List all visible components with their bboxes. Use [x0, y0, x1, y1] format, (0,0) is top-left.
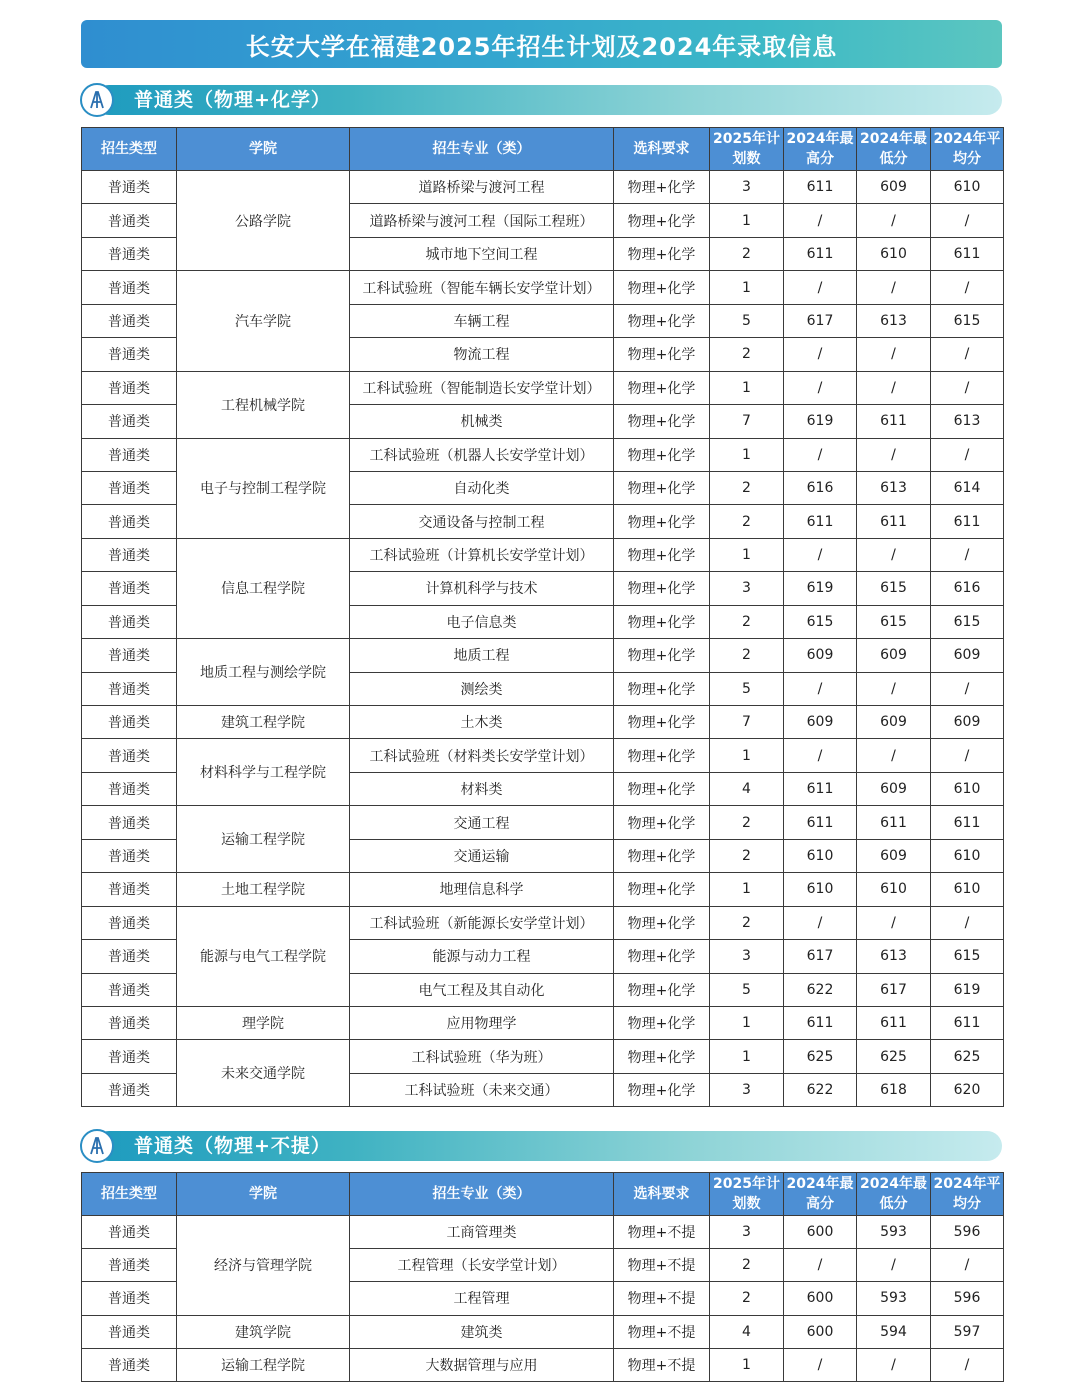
- table-row: [82, 538, 1004, 571]
- cell-major: 机械类: [350, 405, 614, 438]
- cell-college: 地质工程与测绘学院: [177, 639, 350, 706]
- cell-type: 普通类: [82, 940, 177, 973]
- cell-plan: 1: [710, 538, 784, 571]
- cell-plan: 2: [710, 906, 784, 939]
- cell-type: 普通类: [82, 1073, 177, 1106]
- cell-major: 工商管理类: [350, 1216, 614, 1249]
- cell-major: 城市地下空间工程: [350, 237, 614, 270]
- cell-plan: 7: [710, 405, 784, 438]
- cell-min: /: [857, 338, 931, 371]
- cell-type: 普通类: [82, 1348, 177, 1381]
- cell-requirement: 物理+化学: [614, 304, 710, 337]
- cell-major: 工科试验班（华为班）: [350, 1040, 614, 1073]
- cell-avg: 609: [931, 639, 1004, 672]
- cell-avg: /: [931, 371, 1004, 404]
- cell-min: 611: [857, 405, 931, 438]
- cell-type: 普通类: [82, 672, 177, 705]
- section-header-physics-any: [80, 1129, 1002, 1163]
- cell-plan: 4: [710, 772, 784, 805]
- cell-type: 普通类: [82, 204, 177, 237]
- cell-avg: 625: [931, 1040, 1004, 1073]
- cell-college: 信息工程学院: [177, 538, 350, 638]
- cell-avg: 611: [931, 505, 1004, 538]
- cell-avg: /: [931, 438, 1004, 471]
- cell-type: 普通类: [82, 873, 177, 906]
- table-row: [82, 1006, 1004, 1039]
- cell-major: 工程管理（长安学堂计划）: [350, 1249, 614, 1282]
- cell-min: 611: [857, 505, 931, 538]
- cell-plan: 2: [710, 505, 784, 538]
- cell-type: 普通类: [82, 739, 177, 772]
- cell-college: 公路学院: [177, 171, 350, 271]
- cell-max: 600: [784, 1315, 857, 1348]
- section-header-physics-chemistry: [80, 83, 1002, 117]
- table-row: [82, 639, 1004, 672]
- cell-avg: 610: [931, 839, 1004, 872]
- cell-college: 能源与电气工程学院: [177, 906, 350, 1006]
- cell-max: /: [784, 271, 857, 304]
- cell-min: 609: [857, 706, 931, 739]
- cell-plan: 1: [710, 371, 784, 404]
- cell-avg: 596: [931, 1282, 1004, 1315]
- cell-plan: 2: [710, 639, 784, 672]
- university-logo-icon: [80, 83, 114, 117]
- cell-min: 625: [857, 1040, 931, 1073]
- header-min: 2024年最低分: [857, 128, 931, 171]
- header-requirement: 选科要求: [614, 128, 710, 171]
- cell-requirement: 物理+不提: [614, 1282, 710, 1315]
- cell-min: 611: [857, 806, 931, 839]
- cell-min: 609: [857, 639, 931, 672]
- cell-avg: /: [931, 338, 1004, 371]
- cell-type: 普通类: [82, 605, 177, 638]
- cell-plan: 2: [710, 839, 784, 872]
- cell-max: /: [784, 1348, 857, 1381]
- cell-college: 电子与控制工程学院: [177, 438, 350, 538]
- cell-college: 材料科学与工程学院: [177, 739, 350, 806]
- cell-max: 610: [784, 839, 857, 872]
- cell-college: 土地工程学院: [177, 873, 350, 906]
- cell-requirement: 物理+化学: [614, 973, 710, 1006]
- cell-type: 普通类: [82, 338, 177, 371]
- cell-requirement: 物理+化学: [614, 1006, 710, 1039]
- cell-type: 普通类: [82, 304, 177, 337]
- cell-plan: 2: [710, 1282, 784, 1315]
- table-row: [82, 706, 1004, 739]
- cell-plan: 1: [710, 1348, 784, 1381]
- cell-min: 610: [857, 237, 931, 270]
- cell-avg: 596: [931, 1216, 1004, 1249]
- header-requirement: 选科要求: [614, 1173, 710, 1216]
- cell-max: 617: [784, 940, 857, 973]
- cell-min: 615: [857, 605, 931, 638]
- cell-major: 计算机科学与技术: [350, 572, 614, 605]
- cell-plan: 1: [710, 1006, 784, 1039]
- cell-max: /: [784, 371, 857, 404]
- cell-plan: 3: [710, 572, 784, 605]
- cell-avg: 611: [931, 1006, 1004, 1039]
- cell-college: 工程机械学院: [177, 371, 350, 438]
- header-plan: 2025年计划数: [710, 128, 784, 171]
- cell-major: 交通工程: [350, 806, 614, 839]
- header-avg: 2024年平均分: [931, 128, 1004, 171]
- cell-major: 工科试验班（智能车辆长安学堂计划）: [350, 271, 614, 304]
- cell-max: 600: [784, 1216, 857, 1249]
- cell-min: 615: [857, 572, 931, 605]
- section-title: 普通类（物理+化学）: [134, 89, 331, 111]
- cell-type: 普通类: [82, 572, 177, 605]
- cell-requirement: 物理+不提: [614, 1216, 710, 1249]
- table-row: [82, 739, 1004, 772]
- table-row: [82, 1348, 1004, 1381]
- cell-max: 611: [784, 806, 857, 839]
- cell-plan: 2: [710, 806, 784, 839]
- cell-type: 普通类: [82, 639, 177, 672]
- cell-major: 工科试验班（计算机长安学堂计划）: [350, 538, 614, 571]
- cell-min: /: [857, 906, 931, 939]
- cell-plan: 1: [710, 873, 784, 906]
- cell-min: 611: [857, 1006, 931, 1039]
- cell-avg: /: [931, 271, 1004, 304]
- cell-type: 普通类: [82, 371, 177, 404]
- cell-plan: 2: [710, 237, 784, 270]
- cell-type: 普通类: [82, 237, 177, 270]
- cell-type: 普通类: [82, 405, 177, 438]
- cell-max: 609: [784, 639, 857, 672]
- cell-avg: 610: [931, 873, 1004, 906]
- cell-avg: /: [931, 672, 1004, 705]
- cell-max: 622: [784, 973, 857, 1006]
- cell-max: 610: [784, 873, 857, 906]
- cell-major: 道路桥梁与渡河工程（国际工程班）: [350, 204, 614, 237]
- header-college: 学院: [177, 128, 350, 171]
- cell-avg: 620: [931, 1073, 1004, 1106]
- cell-max: 619: [784, 572, 857, 605]
- cell-type: 普通类: [82, 538, 177, 571]
- cell-requirement: 物理+化学: [614, 405, 710, 438]
- cell-min: /: [857, 672, 931, 705]
- cell-requirement: 物理+化学: [614, 873, 710, 906]
- cell-min: /: [857, 438, 931, 471]
- cell-min: /: [857, 739, 931, 772]
- cell-type: 普通类: [82, 839, 177, 872]
- cell-type: 普通类: [82, 1249, 177, 1282]
- cell-major: 工科试验班（新能源长安学堂计划）: [350, 906, 614, 939]
- cell-max: 611: [784, 772, 857, 805]
- cell-type: 普通类: [82, 171, 177, 204]
- cell-avg: 615: [931, 304, 1004, 337]
- page-title-banner: [81, 20, 1002, 68]
- cell-plan: 7: [710, 706, 784, 739]
- cell-requirement: 物理+化学: [614, 471, 710, 504]
- header-min: 2024年最低分: [857, 1173, 931, 1216]
- cell-requirement: 物理+化学: [614, 672, 710, 705]
- cell-min: 613: [857, 940, 931, 973]
- cell-max: /: [784, 538, 857, 571]
- cell-type: 普通类: [82, 271, 177, 304]
- cell-min: 593: [857, 1282, 931, 1315]
- table-row: [82, 271, 1004, 304]
- cell-max: /: [784, 906, 857, 939]
- table-row: [82, 1315, 1004, 1348]
- cell-min: 613: [857, 471, 931, 504]
- header-major: 招生专业（类）: [350, 1173, 614, 1216]
- cell-requirement: 物理+化学: [614, 1040, 710, 1073]
- cell-plan: 2: [710, 1249, 784, 1282]
- page-title: 长安大学在福建2025年招生计划及2024年录取信息: [245, 32, 838, 61]
- cell-avg: /: [931, 1348, 1004, 1381]
- admission-table-physics-any: [81, 1172, 1004, 1382]
- cell-major: 地质工程: [350, 639, 614, 672]
- cell-max: /: [784, 1249, 857, 1282]
- cell-min: /: [857, 1249, 931, 1282]
- cell-min: 617: [857, 973, 931, 1006]
- cell-college: 未来交通学院: [177, 1040, 350, 1107]
- cell-min: 610: [857, 873, 931, 906]
- cell-plan: 3: [710, 1216, 784, 1249]
- cell-plan: 3: [710, 940, 784, 973]
- cell-max: /: [784, 204, 857, 237]
- cell-avg: /: [931, 1249, 1004, 1282]
- cell-requirement: 物理+化学: [614, 572, 710, 605]
- cell-plan: 1: [710, 271, 784, 304]
- cell-min: /: [857, 371, 931, 404]
- cell-avg: /: [931, 739, 1004, 772]
- cell-type: 普通类: [82, 706, 177, 739]
- cell-major: 材料类: [350, 772, 614, 805]
- cell-requirement: 物理+化学: [614, 438, 710, 471]
- cell-requirement: 物理+化学: [614, 906, 710, 939]
- cell-college: 建筑学院: [177, 1315, 350, 1348]
- cell-major: 物流工程: [350, 338, 614, 371]
- cell-major: 自动化类: [350, 471, 614, 504]
- cell-requirement: 物理+化学: [614, 639, 710, 672]
- cell-max: 600: [784, 1282, 857, 1315]
- table-row: [82, 371, 1004, 404]
- table-row: [82, 906, 1004, 939]
- cell-avg: 609: [931, 706, 1004, 739]
- cell-college: 理学院: [177, 1006, 350, 1039]
- cell-avg: 610: [931, 171, 1004, 204]
- cell-avg: 597: [931, 1315, 1004, 1348]
- cell-plan: 3: [710, 171, 784, 204]
- header-max: 2024年最高分: [784, 1173, 857, 1216]
- cell-requirement: 物理+化学: [614, 706, 710, 739]
- cell-plan: 1: [710, 438, 784, 471]
- cell-type: 普通类: [82, 1216, 177, 1249]
- cell-requirement: 物理+化学: [614, 204, 710, 237]
- table-header-row: [82, 1173, 1004, 1216]
- cell-max: /: [784, 438, 857, 471]
- table-row: [82, 438, 1004, 471]
- cell-max: 617: [784, 304, 857, 337]
- cell-plan: 3: [710, 1073, 784, 1106]
- cell-type: 普通类: [82, 906, 177, 939]
- admission-table-physics-chemistry: [81, 127, 1004, 1107]
- cell-plan: 2: [710, 605, 784, 638]
- cell-major: 土木类: [350, 706, 614, 739]
- cell-avg: 619: [931, 973, 1004, 1006]
- cell-plan: 5: [710, 304, 784, 337]
- header-major: 招生专业（类）: [350, 128, 614, 171]
- cell-max: 611: [784, 505, 857, 538]
- cell-avg: /: [931, 204, 1004, 237]
- cell-plan: 4: [710, 1315, 784, 1348]
- cell-plan: 1: [710, 204, 784, 237]
- cell-plan: 1: [710, 1040, 784, 1073]
- cell-max: 611: [784, 171, 857, 204]
- cell-college: 经济与管理学院: [177, 1216, 350, 1316]
- cell-major: 建筑类: [350, 1315, 614, 1348]
- cell-major: 工科试验班（材料类长安学堂计划）: [350, 739, 614, 772]
- cell-requirement: 物理+化学: [614, 371, 710, 404]
- cell-min: 609: [857, 839, 931, 872]
- cell-requirement: 物理+化学: [614, 505, 710, 538]
- cell-major: 地理信息科学: [350, 873, 614, 906]
- cell-avg: 615: [931, 605, 1004, 638]
- cell-min: 593: [857, 1216, 931, 1249]
- cell-max: 615: [784, 605, 857, 638]
- cell-requirement: 物理+化学: [614, 772, 710, 805]
- cell-type: 普通类: [82, 806, 177, 839]
- cell-min: /: [857, 1348, 931, 1381]
- cell-type: 普通类: [82, 1315, 177, 1348]
- cell-avg: /: [931, 538, 1004, 571]
- cell-max: 619: [784, 405, 857, 438]
- header-plan: 2025年计划数: [710, 1173, 784, 1216]
- cell-type: 普通类: [82, 438, 177, 471]
- header-max: 2024年最高分: [784, 128, 857, 171]
- table-row: [82, 806, 1004, 839]
- cell-requirement: 物理+不提: [614, 1249, 710, 1282]
- cell-min: /: [857, 271, 931, 304]
- cell-type: 普通类: [82, 1006, 177, 1039]
- cell-requirement: 物理+化学: [614, 839, 710, 872]
- table-row: [82, 171, 1004, 204]
- cell-requirement: 物理+化学: [614, 806, 710, 839]
- table-row: [82, 873, 1004, 906]
- table-row: [82, 1040, 1004, 1073]
- cell-major: 大数据管理与应用: [350, 1348, 614, 1381]
- cell-requirement: 物理+化学: [614, 171, 710, 204]
- cell-avg: 613: [931, 405, 1004, 438]
- cell-avg: 610: [931, 772, 1004, 805]
- cell-avg: 611: [931, 237, 1004, 270]
- cell-plan: 1: [710, 739, 784, 772]
- cell-major: 电子信息类: [350, 605, 614, 638]
- cell-max: 616: [784, 471, 857, 504]
- cell-major: 电气工程及其自动化: [350, 973, 614, 1006]
- cell-plan: 2: [710, 471, 784, 504]
- cell-requirement: 物理+化学: [614, 237, 710, 270]
- cell-requirement: 物理+化学: [614, 538, 710, 571]
- cell-max: 609: [784, 706, 857, 739]
- cell-max: /: [784, 338, 857, 371]
- section-title: 普通类（物理+不提）: [134, 1135, 331, 1157]
- cell-type: 普通类: [82, 1040, 177, 1073]
- cell-type: 普通类: [82, 471, 177, 504]
- cell-avg: 616: [931, 572, 1004, 605]
- cell-major: 测绘类: [350, 672, 614, 705]
- cell-avg: 611: [931, 806, 1004, 839]
- cell-major: 工科试验班（机器人长安学堂计划）: [350, 438, 614, 471]
- header-type: 招生类型: [82, 128, 177, 171]
- cell-max: /: [784, 739, 857, 772]
- cell-major: 工程管理: [350, 1282, 614, 1315]
- cell-college: 建筑工程学院: [177, 706, 350, 739]
- cell-min: 594: [857, 1315, 931, 1348]
- cell-plan: 2: [710, 338, 784, 371]
- cell-college: 运输工程学院: [177, 806, 350, 873]
- cell-major: 应用物理学: [350, 1006, 614, 1039]
- cell-requirement: 物理+化学: [614, 739, 710, 772]
- cell-max: 611: [784, 1006, 857, 1039]
- cell-major: 道路桥梁与渡河工程: [350, 171, 614, 204]
- cell-major: 能源与动力工程: [350, 940, 614, 973]
- cell-requirement: 物理+化学: [614, 1073, 710, 1106]
- header-type: 招生类型: [82, 1173, 177, 1216]
- cell-min: 618: [857, 1073, 931, 1106]
- cell-type: 普通类: [82, 973, 177, 1006]
- table-header-row: [82, 128, 1004, 171]
- cell-major: 交通运输: [350, 839, 614, 872]
- cell-major: 交通设备与控制工程: [350, 505, 614, 538]
- cell-min: 609: [857, 171, 931, 204]
- table-row: [82, 1216, 1004, 1249]
- cell-requirement: 物理+不提: [614, 1315, 710, 1348]
- cell-requirement: 物理+化学: [614, 338, 710, 371]
- cell-type: 普通类: [82, 772, 177, 805]
- cell-major: 车辆工程: [350, 304, 614, 337]
- cell-plan: 5: [710, 672, 784, 705]
- cell-requirement: 物理+化学: [614, 940, 710, 973]
- cell-min: /: [857, 204, 931, 237]
- header-college: 学院: [177, 1173, 350, 1216]
- cell-avg: 615: [931, 940, 1004, 973]
- cell-college: 汽车学院: [177, 271, 350, 371]
- cell-max: 625: [784, 1040, 857, 1073]
- cell-max: 611: [784, 237, 857, 270]
- university-logo-icon: [80, 1129, 114, 1163]
- cell-min: 609: [857, 772, 931, 805]
- cell-avg: 614: [931, 471, 1004, 504]
- cell-type: 普通类: [82, 1282, 177, 1315]
- cell-major: 工科试验班（智能制造长安学堂计划）: [350, 371, 614, 404]
- cell-college: 运输工程学院: [177, 1348, 350, 1381]
- cell-requirement: 物理+化学: [614, 605, 710, 638]
- cell-min: /: [857, 538, 931, 571]
- cell-plan: 5: [710, 973, 784, 1006]
- cell-major: 工科试验班（未来交通）: [350, 1073, 614, 1106]
- cell-max: 622: [784, 1073, 857, 1106]
- cell-avg: /: [931, 906, 1004, 939]
- cell-max: /: [784, 672, 857, 705]
- cell-min: 613: [857, 304, 931, 337]
- header-avg: 2024年平均分: [931, 1173, 1004, 1216]
- cell-requirement: 物理+化学: [614, 271, 710, 304]
- cell-requirement: 物理+不提: [614, 1348, 710, 1381]
- cell-type: 普通类: [82, 505, 177, 538]
